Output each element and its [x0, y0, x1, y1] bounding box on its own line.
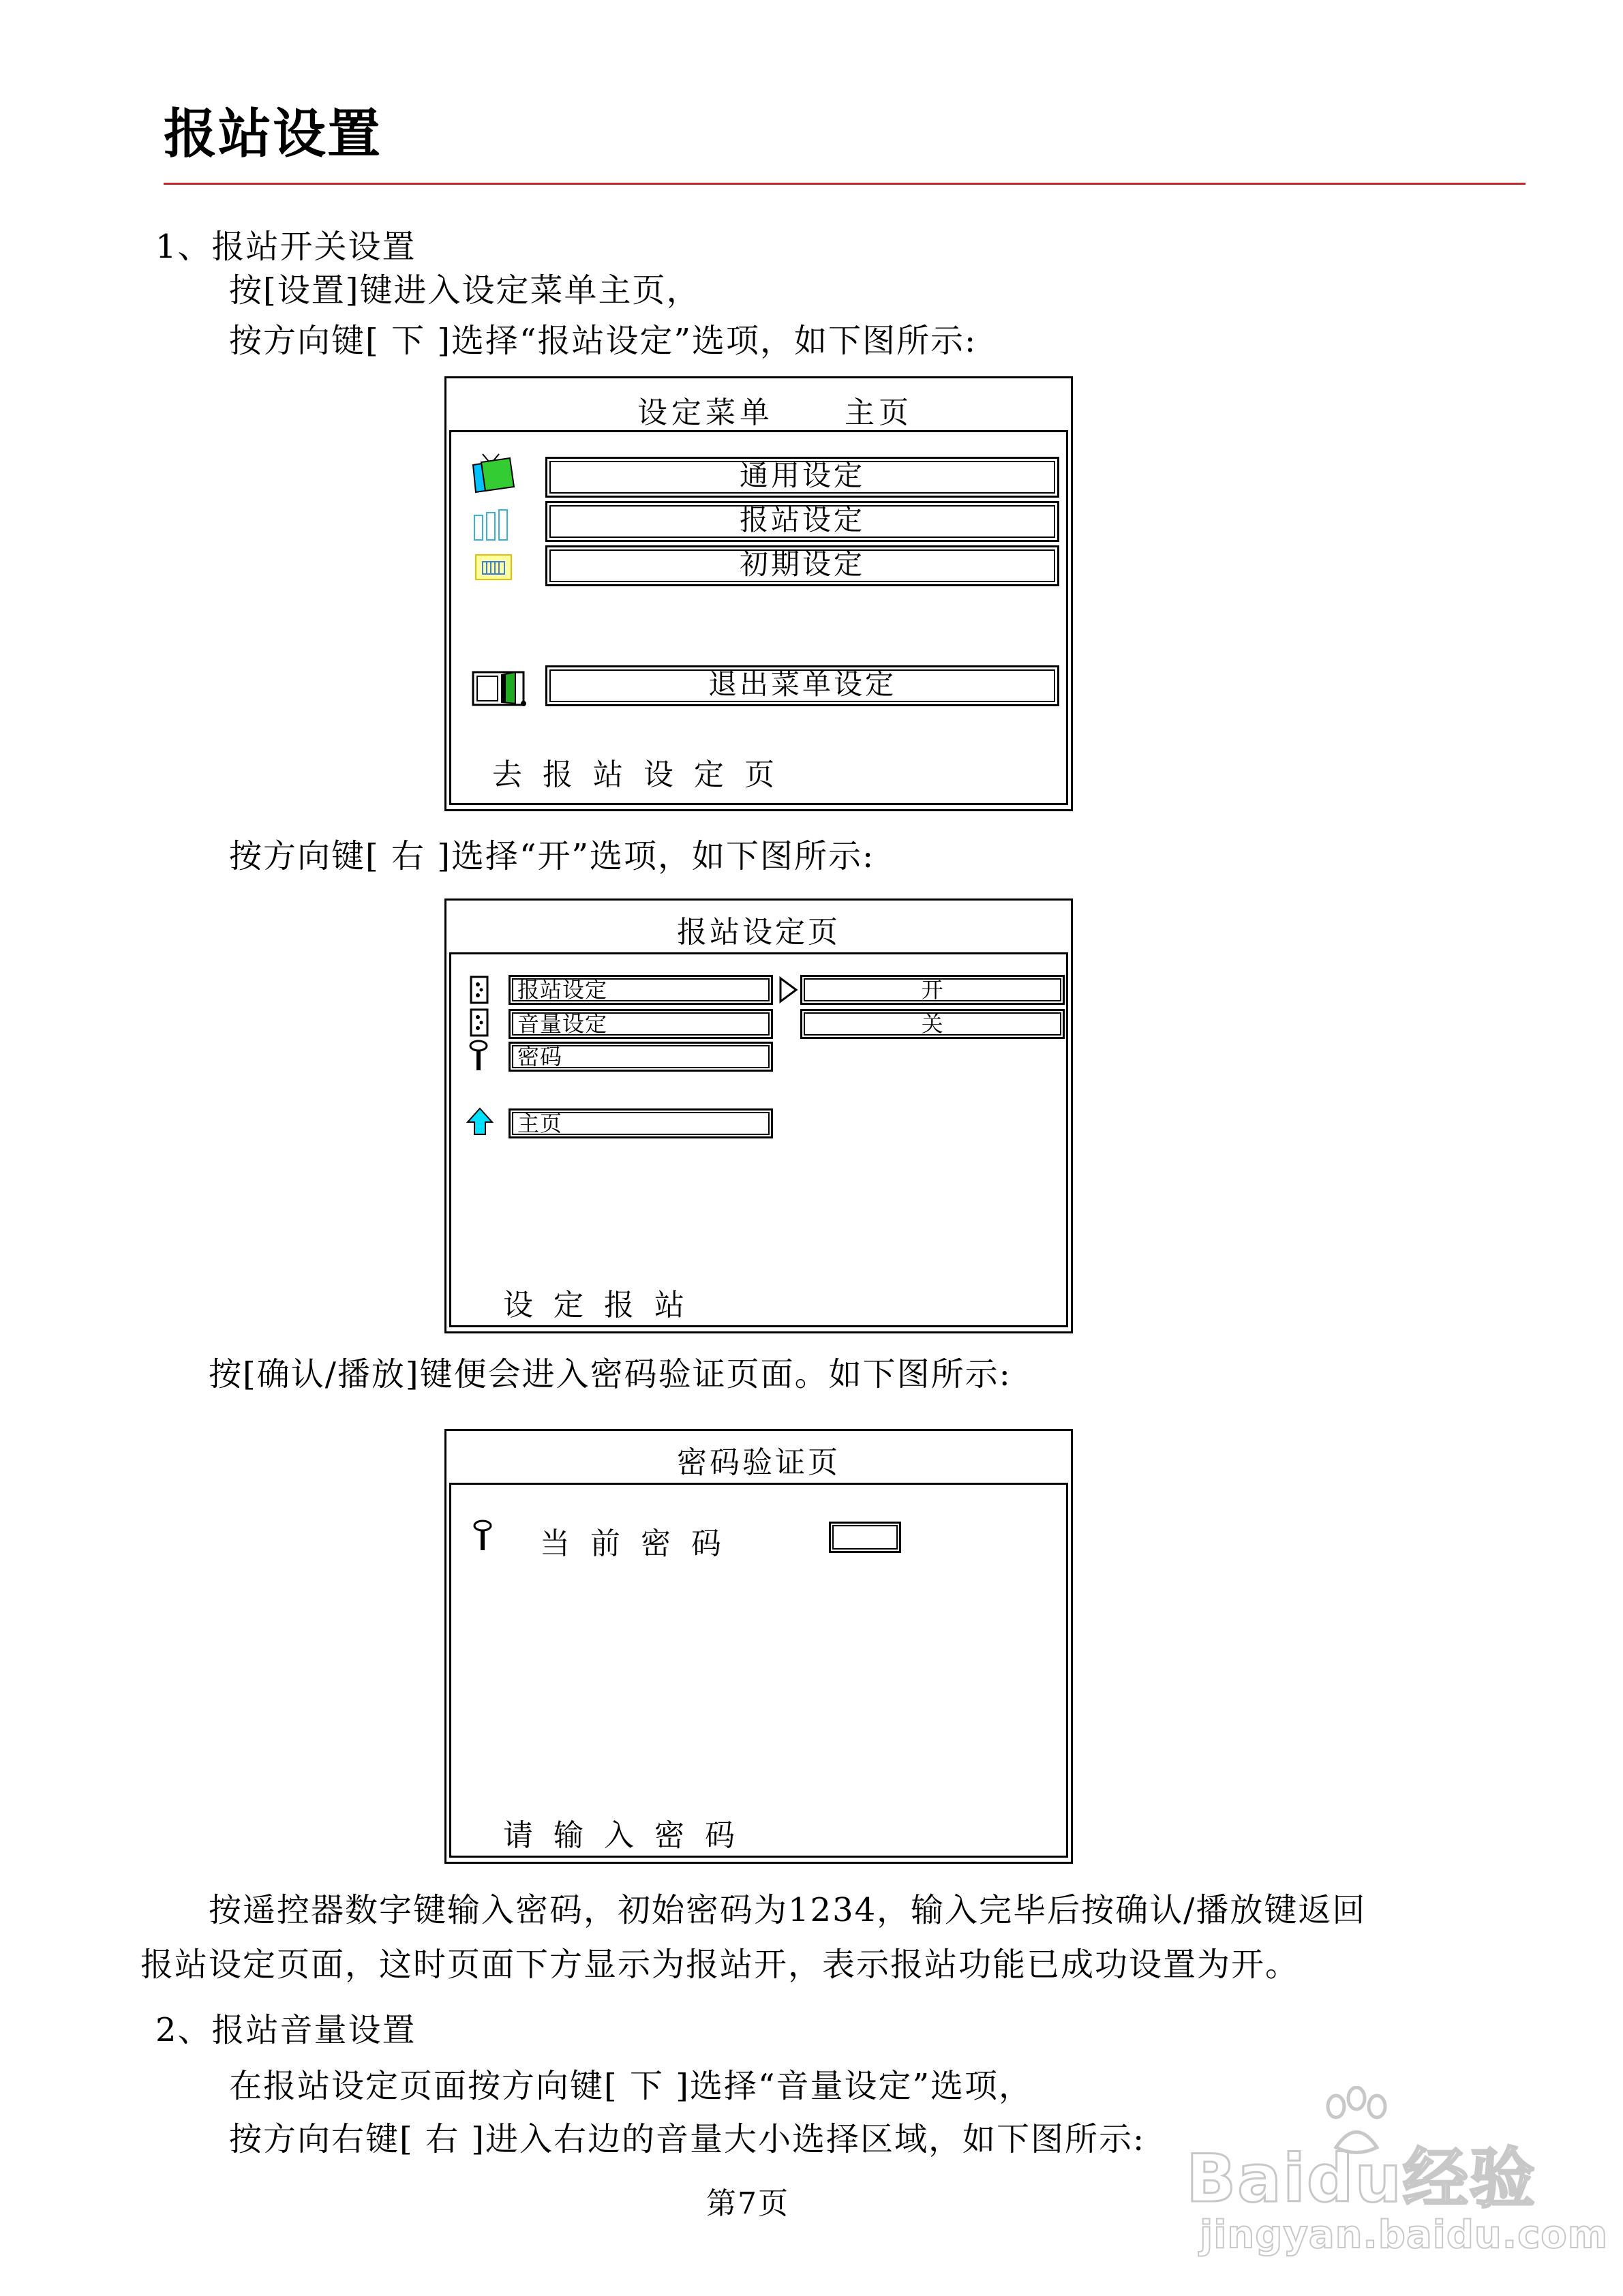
menu2-body — [449, 952, 1068, 1327]
section2-line2: 按方向右键[ 右 ]进入右边的音量大小选择区域，如下图所示: — [229, 2120, 1146, 2158]
section1-line2: 按方向键[ 下 ]选择“报站设定”选项，如下图所示: — [229, 322, 977, 360]
station-settings-screen — [444, 898, 1073, 1333]
section2-title: 2、报站音量设置 — [155, 2011, 416, 2049]
menu-title: 设定菜单 — [637, 395, 774, 430]
menu-status-text: 去报站设定页 — [492, 757, 795, 792]
station-settings-item[interactable]: 报站设定 — [509, 975, 773, 1005]
home-item[interactable]: 主页 — [509, 1108, 773, 1138]
option-off[interactable]: 关 — [800, 1009, 1065, 1039]
page-heading: 报站设置 — [164, 104, 382, 165]
menu2-title: 报站设定页 — [677, 915, 840, 950]
tv-icon — [469, 453, 517, 500]
paragraph-line1: 按遥控器数字键输入密码，初始密码为1234，输入完毕后按确认/播放键返回 — [209, 1891, 1367, 1929]
menu3-status-text: 请输入密码 — [503, 1818, 755, 1853]
settings-menu-screen — [444, 376, 1073, 811]
menu-body — [449, 430, 1068, 805]
section1-line1: 按[设置]键进入设定菜单主页， — [229, 271, 701, 309]
paragraph-line2: 报站设定页面，这时页面下方显示为报站开，表示报站功能已成功设置为开。 — [140, 1946, 1300, 1984]
password-item[interactable]: 密码 — [509, 1042, 773, 1072]
menu-item-station-settings[interactable]: 报站设定 — [545, 501, 1059, 542]
menu3-body — [449, 1483, 1068, 1858]
speaker-icon — [469, 1008, 489, 1038]
menu-item-initial-settings[interactable]: 初期设定 — [545, 545, 1059, 586]
password-input[interactable] — [829, 1522, 901, 1553]
volume-settings-item[interactable]: 音量设定 — [509, 1009, 773, 1039]
instruction-confirm: 按[确认/播放]键便会进入密码验证页面。如下图所示: — [209, 1355, 1012, 1393]
menu-item-exit[interactable]: 退出菜单设定 — [545, 665, 1059, 706]
instruction-right-open: 按方向键[ 右 ]选择“开”选项，如下图所示: — [229, 837, 875, 875]
heading-rule — [164, 183, 1526, 185]
exit-door-icon — [472, 669, 529, 708]
menu-item-general-settings[interactable]: 通用设定 — [545, 457, 1059, 498]
watermark-brand: Bai — [1186, 2141, 1307, 2217]
menu-title-page: 主页 — [845, 395, 913, 430]
watermark-url: jingyan.baidu.com — [1200, 2213, 1609, 2257]
home-arrow-icon — [466, 1107, 494, 1137]
key-icon — [468, 1039, 489, 1073]
current-password-label: 当前密码 — [540, 1526, 742, 1561]
baidu-watermark — [1186, 2086, 1609, 2291]
section2-line1: 在报站设定页面按方向键[ 下 ]选择“音量设定”选项， — [229, 2067, 1033, 2105]
bus-stop-icon — [473, 509, 514, 543]
menu2-status-text: 设定报站 — [503, 1288, 705, 1323]
selector-triangle-icon — [778, 976, 799, 1003]
page-number: 第7页 — [706, 2186, 789, 2221]
password-verify-screen — [444, 1429, 1073, 1864]
section1-title: 1、报站开关设置 — [155, 228, 416, 266]
menu3-title: 密码验证页 — [677, 1445, 840, 1480]
option-on[interactable]: 开 — [800, 975, 1065, 1005]
watermark-brand2: du — [1306, 2141, 1403, 2217]
calendar-icon — [474, 552, 515, 582]
key-icon — [472, 1519, 494, 1553]
speaker-icon — [469, 975, 489, 1005]
watermark-product: 经验 — [1402, 2141, 1536, 2217]
